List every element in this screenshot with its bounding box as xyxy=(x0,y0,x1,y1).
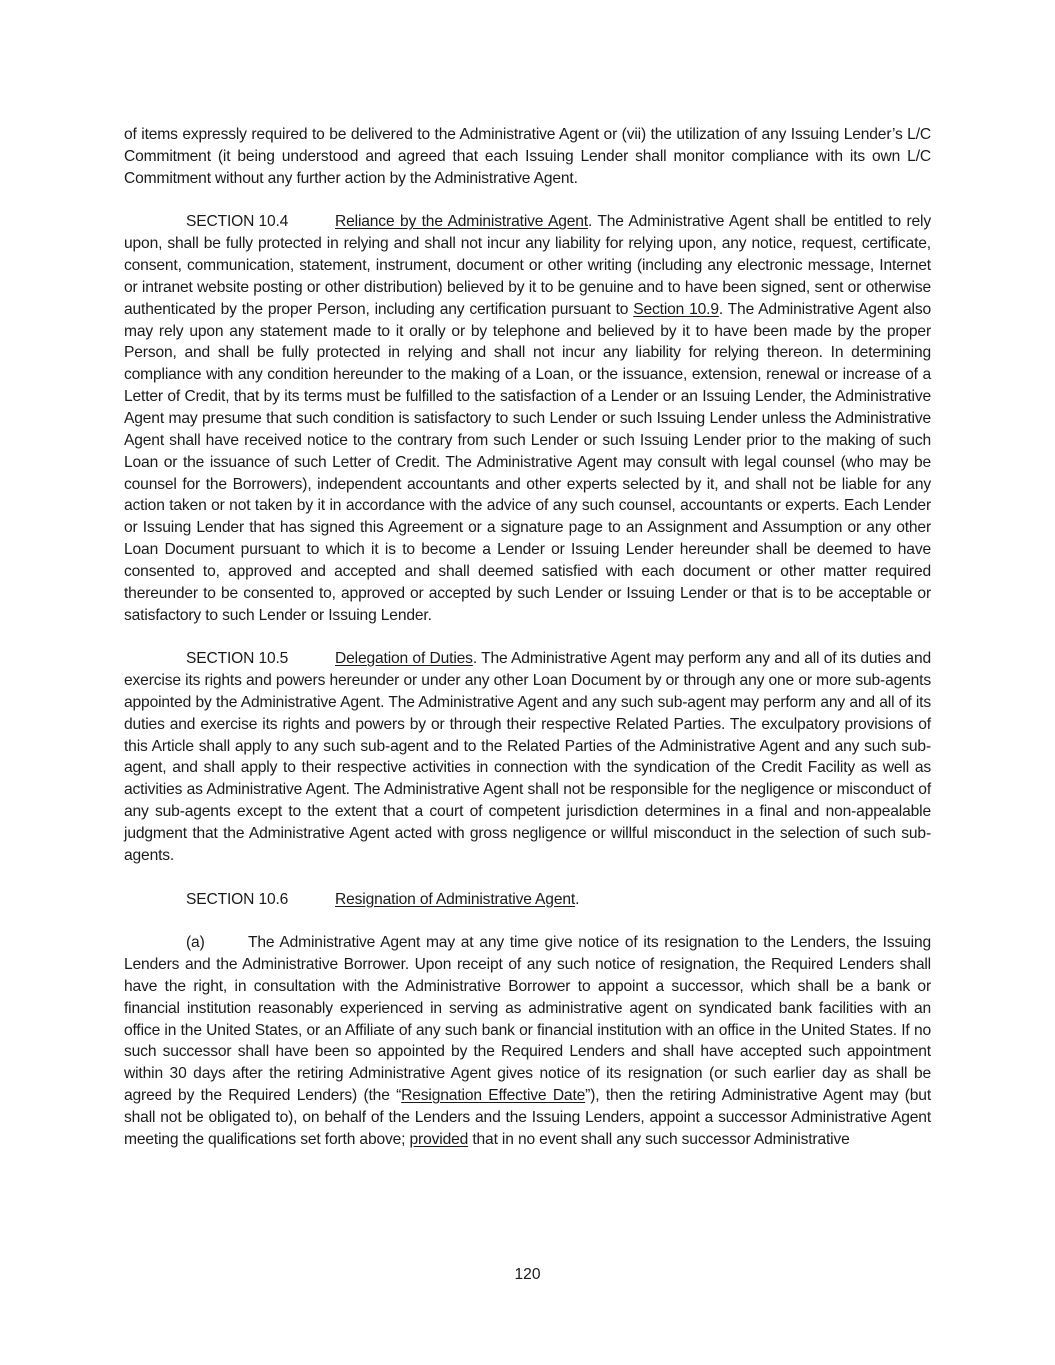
section-10-6-heading: Resignation of Administrative Agent xyxy=(335,890,576,908)
section-10-9-reference: Section 10.9 xyxy=(633,300,719,318)
paragraph-a-label: (a) xyxy=(186,934,205,952)
section-10-6-number: SECTION 10.6 xyxy=(186,890,289,908)
section-10-5-heading: Delegation of Duties xyxy=(335,650,473,668)
continuation-text: of items expressly required to be delivered to the Administrative Agent or (vii) the utilization of any Issuing Lender’s L/C Commitment (it being understood and agreed that each Issuing Lender shall monitor compliance with its own L/C Commitment without any further action by the Administrative Agent. xyxy=(124,126,931,187)
section-10-4-heading: Reliance by the Administrative Agent xyxy=(335,213,588,231)
paragraph-a-text-2: ”), then the retiring Administrative Agent may (but shall not be obligated to), on behalf of the Lenders and the Issuing Lenders, appoint a successor Administrative Agent meeting the qualifications set forth above; xyxy=(124,1087,932,1148)
section-10-6-heading-paragraph xyxy=(124,889,931,911)
section-10-4-text-2: . The Administrative Agent also may rely upon any statement made to it orally or by telephone and believed by it to have been made by the proper Person, and shall be fully protected in relying and shall not incur any liability for relying thereon. In determining compliance with any condition hereunder to the making of a Loan, or the issuance, extension, renewal or increase of a Letter of Credit, that by its terms must be fulfilled to the satisfaction of a Lender or an Issuing Lender, the Administrative Agent may presume that such condition is satisfactory to such Lender or such Issuing Lender unless the Administrative Agent shall have received notice to the contrary from such Lender or such Issuing Lender prior to the making of such Loan or the issuance of such Letter of Credit. The Administrative Agent may consult with legal counsel (who may be counsel for the Borrowers), independent accountants and other experts selected by it, and shall not be liable for any action taken or not taken by it in accordance with the advice of any such counsel, accountants or experts. Each Lender or Issuing Lender that has signed this Agreement or a signature page to an Assignment and Assumption or any other Loan Document pursuant to which it is to become a Lender or Issuing Lender hereunder shall be deemed to have consented to, approved and accepted and shall deemed satisfied with each document or other matter required thereunder to be consented to, approved or accepted by such Lender or Issuing Lender or that is to be acceptable or satisfactory to such Lender or Issuing Lender. xyxy=(124,300,931,624)
continuation-paragraph xyxy=(124,124,931,190)
section-10-4-text-1: . The Administrative Agent shall be entitled to rely upon, shall be fully protected in relying and shall not incur any liability for relying upon, any notice, request, certificate, consent, communication, statement, instrument, document or other writing (including any electronic message, Internet or intranet website posting or other distribution) believed by it to be genuine and to have been signed, sent or otherwise authenticated by the proper Person, including any certification pursuant to xyxy=(124,213,931,318)
section-10-5-paragraph xyxy=(124,648,931,866)
provided-term: provided xyxy=(409,1130,469,1148)
paragraph-a-text-1: The Administrative Agent may at any time give notice of its resignation to the Lenders, the Issuing Lenders and the Administrative Borrower. Upon receipt of any such notice of resignation, the Required Lenders shall have the right, in consultation with the Administrative Borrower to appoint a successor, which shall be a bank or financial institution reasonably experienced in serving as administrative agent on syndicated bank facilities with an office in the United States, or an Affiliate of any such bank or financial institution with an office in the United States. If no such successor shall have been so appointed by the Required Lenders and shall have accepted such appointment within 30 days after the retiring Administrative Agent gives notice of its resignation (or such earlier day as shall be agreed by the Required Lenders) (the “ xyxy=(124,934,931,1105)
section-10-4-number: SECTION 10.4 xyxy=(186,213,289,231)
section-10-5-text: . The Administrative Agent may perform any and all of its duties and exercise its rights and powers hereunder or under any other Loan Document by or through any one or more sub-agents appointed by the Administrative Agent. The Administrative Agent and any such sub-agent may perform any and all of its duties and exercise its rights and powers by or through their respective Related Parties. The exculpatory provisions of this Article shall apply to any such sub-agent and to the Related Parties of the Administrative Agent and any such sub-agent, and shall apply to their respective activities in connection with the syndication of the Credit Facility as well as activities as Administrative Agent. The Administrative Agent shall not be responsible for the negligence or misconduct of any sub-agents except to the extent that a court of competent jurisdiction determines in a final and non-appealable judgment that the Administrative Agent acted with gross negligence or willful misconduct in the selection of such sub-agents. xyxy=(124,650,931,864)
document-page xyxy=(124,124,931,1173)
paragraph-a xyxy=(124,932,931,1150)
section-10-4-paragraph xyxy=(124,211,931,626)
section-10-6-heading-end: . xyxy=(575,890,580,908)
section-10-5-number: SECTION 10.5 xyxy=(186,650,289,668)
page-number: 120 xyxy=(514,1266,541,1283)
resignation-effective-date-term: Resignation Effective Date xyxy=(401,1087,586,1105)
paragraph-a-text-3: that in no event shall any such successor Administrative xyxy=(468,1130,850,1148)
